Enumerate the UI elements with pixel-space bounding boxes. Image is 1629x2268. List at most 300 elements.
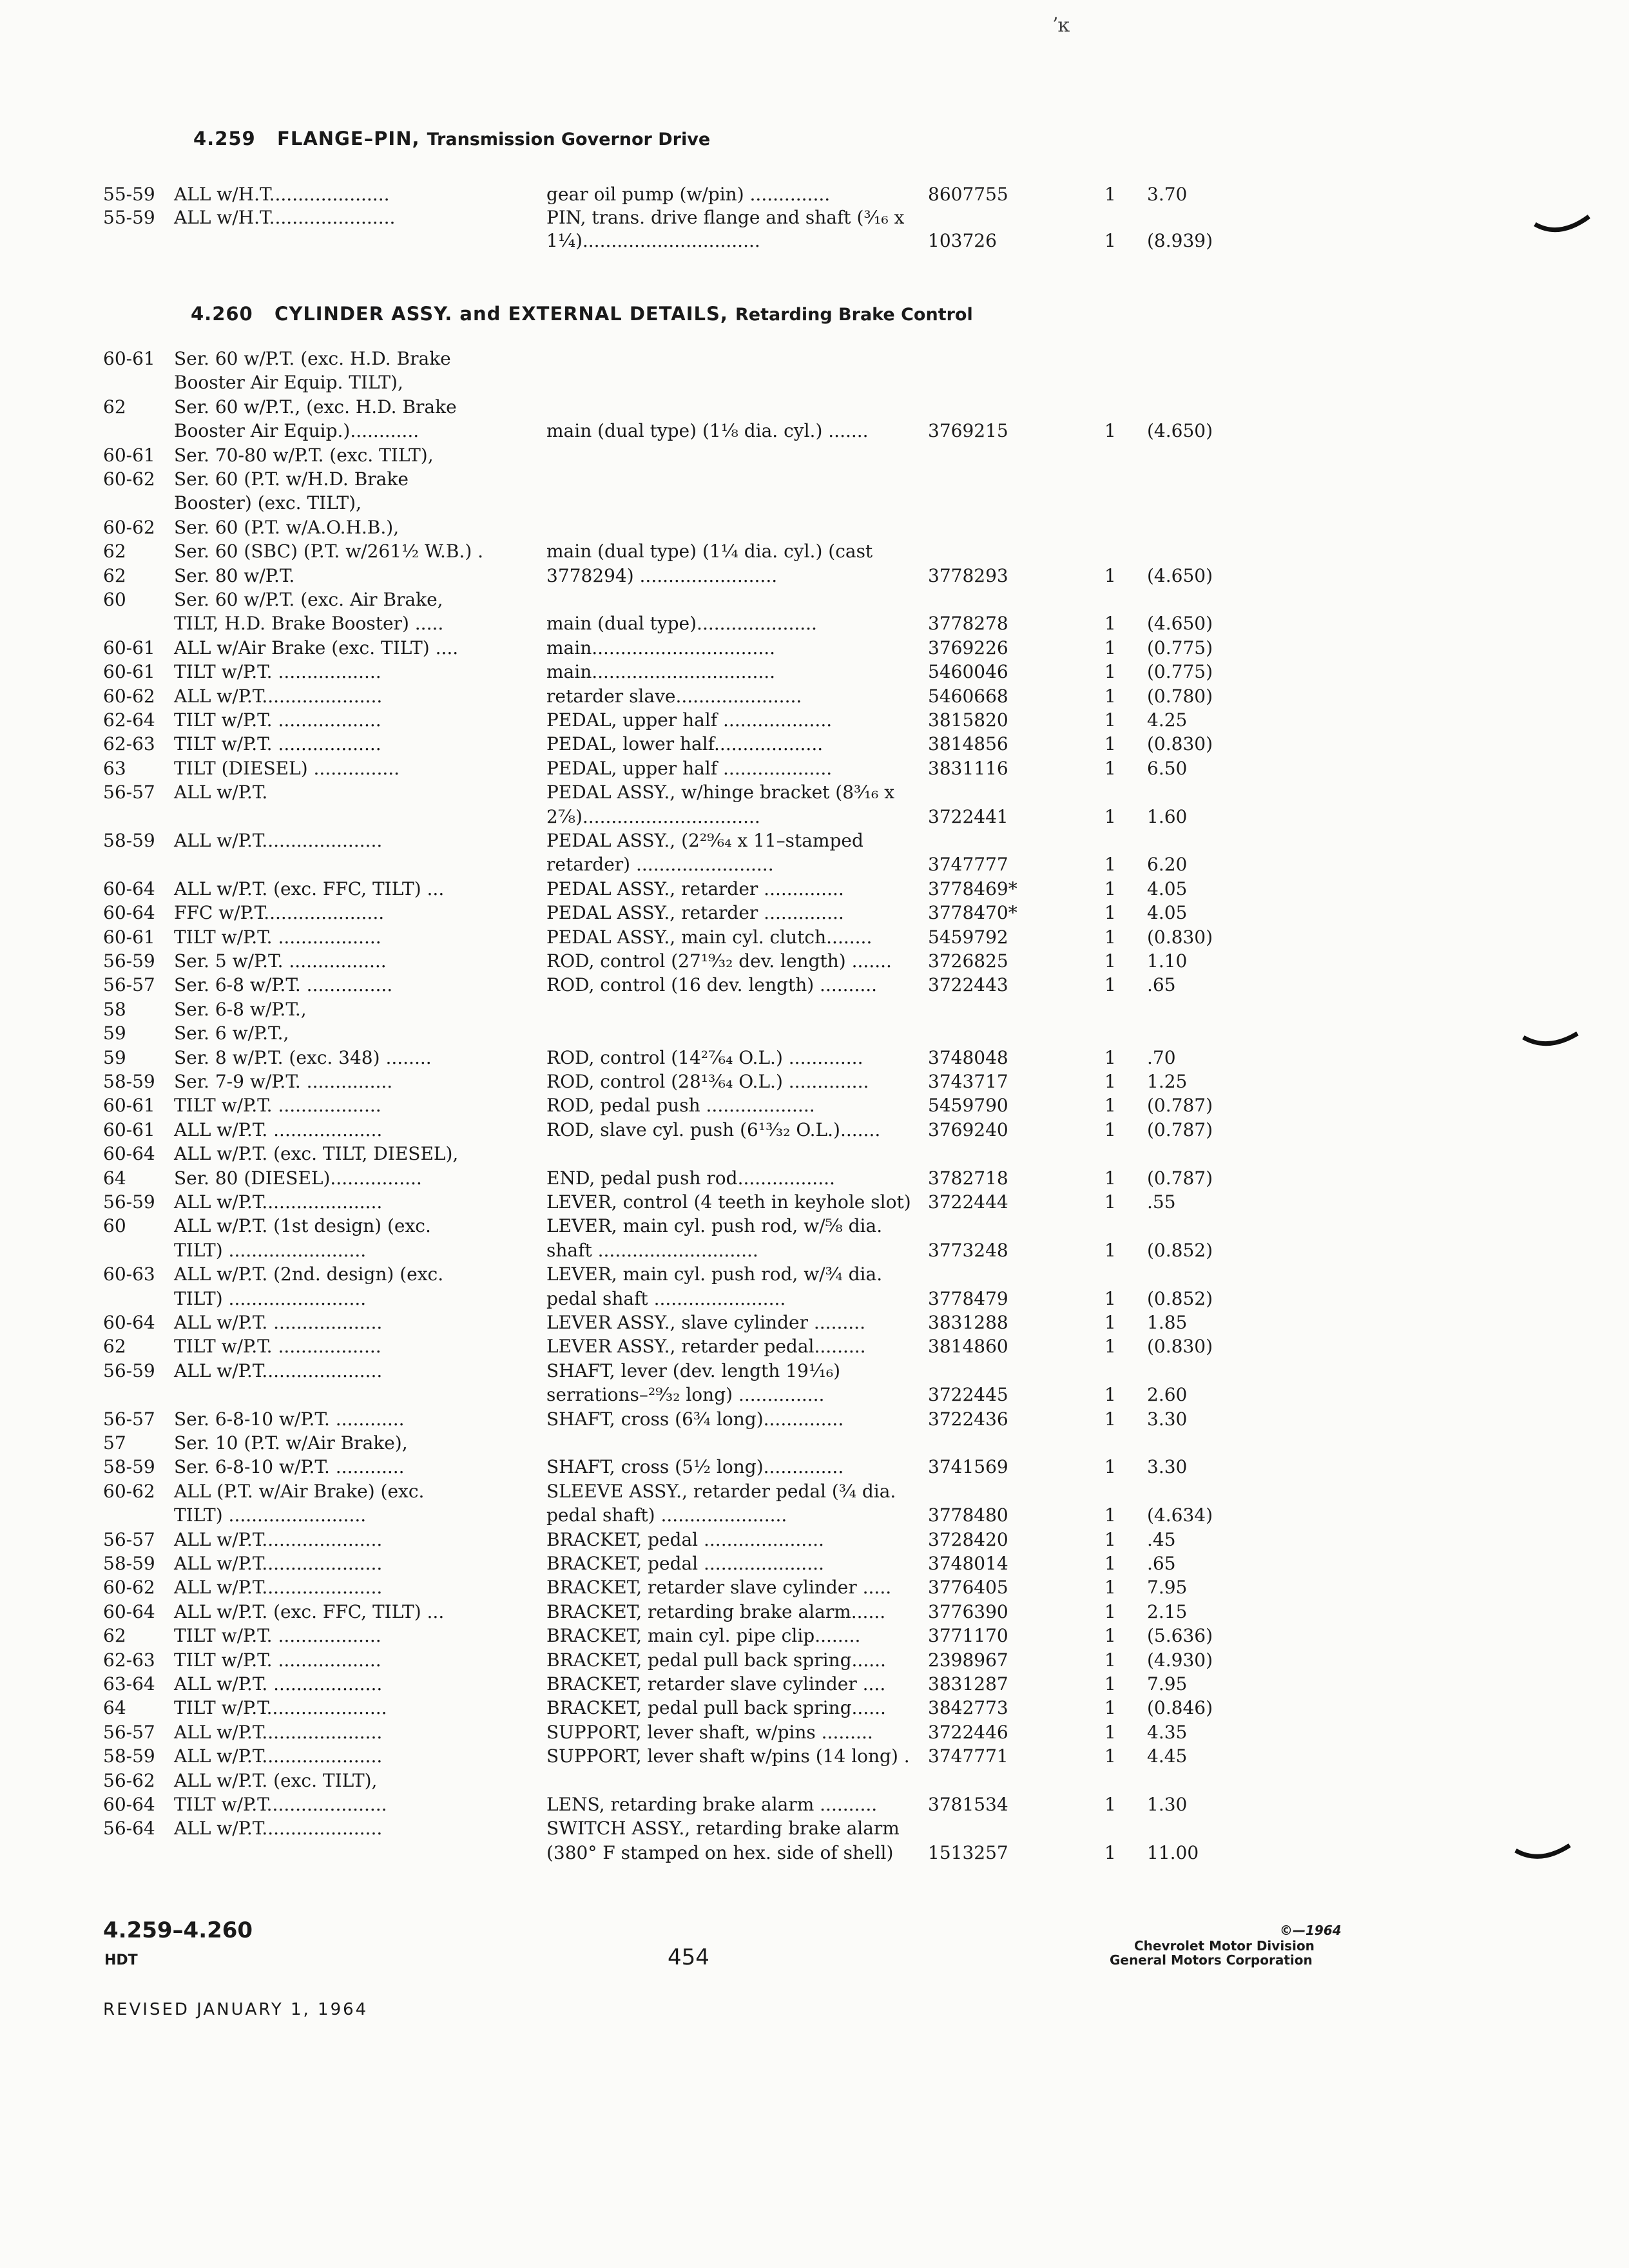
- part-number: 3782718: [928, 1167, 1008, 1189]
- quantity: 1: [1104, 1673, 1116, 1695]
- price: 4.05: [1147, 902, 1188, 924]
- model-applicability: ALL w/P.T. ...................: [174, 1673, 383, 1695]
- price: 4.05: [1147, 878, 1188, 899]
- quantity: 1: [1104, 1336, 1116, 1358]
- part-number: 3831116: [928, 757, 1008, 779]
- table-row: [0, 1360, 1629, 1383]
- part-description: ROD, control (28¹³⁄₆₄ O.L.) ..............: [546, 1071, 869, 1092]
- part-number: 5460668: [928, 685, 1008, 707]
- part-number: 3831287: [928, 1673, 1008, 1695]
- part-number: 3722443: [928, 974, 1008, 996]
- year-range: 60-61: [103, 444, 155, 466]
- year-range: 58-59: [103, 1456, 155, 1478]
- model-applicability: ALL w/P.T. ...................: [174, 1119, 383, 1140]
- table-row: [0, 1264, 1629, 1287]
- table-row: [0, 1047, 1629, 1070]
- table-row: [0, 1240, 1629, 1263]
- part-description: 2⁷⁄₈)...............................: [546, 805, 760, 827]
- year-range: 60-62: [103, 468, 155, 490]
- quantity: 1: [1104, 1721, 1116, 1743]
- table-row: [0, 974, 1629, 997]
- table-row: [0, 541, 1629, 564]
- part-description: ROD, slave cyl. push (6¹³⁄₃₂ O.L.).......: [546, 1119, 881, 1140]
- year-range: 60-64: [103, 1312, 155, 1333]
- model-applicability: TILT w/P.T. ..................: [174, 1095, 381, 1117]
- year-range: 60-63: [103, 1264, 155, 1285]
- footer-corporation: General Motors Corporation: [1110, 1952, 1313, 1968]
- part-description: SWITCH ASSY., retarding brake alarm: [546, 1818, 900, 1840]
- table-row: [0, 230, 1629, 253]
- quantity: 1: [1104, 1600, 1116, 1622]
- part-description: BRACKET, retarding brake alarm......: [546, 1600, 886, 1622]
- part-description: BRACKET, retarder slave cylinder ....: [546, 1673, 886, 1695]
- year-range: 60: [103, 589, 126, 610]
- price: 2.60: [1147, 1384, 1188, 1406]
- section-heading: CYLINDER ASSY. and EXTERNAL DETAILS,: [275, 303, 728, 325]
- model-applicability: Ser. 6 w/P.T.,: [174, 1023, 289, 1044]
- model-applicability: Ser. 6-8-10 w/P.T. ............: [174, 1456, 405, 1478]
- model-applicability: ALL w/P.T.....................: [174, 1191, 383, 1213]
- year-range: 58-59: [103, 1071, 155, 1092]
- year-range: 56-59: [103, 1191, 155, 1213]
- part-description: LEVER, main cyl. push rod, w/⁵⁄₈ dia.: [546, 1215, 883, 1237]
- year-range: 60-62: [103, 1480, 155, 1502]
- table-row: [0, 927, 1629, 950]
- model-applicability: ALL w/P.T.....................: [174, 1818, 383, 1840]
- year-range: 56-57: [103, 1721, 155, 1743]
- model-applicability: Ser. 10 (P.T. w/Air Brake),: [174, 1432, 408, 1454]
- table-row: [0, 830, 1629, 853]
- model-applicability: Ser. 80 w/P.T.: [174, 564, 295, 586]
- table-row: [0, 806, 1629, 829]
- model-applicability: TILT (DIESEL) ...............: [174, 757, 400, 779]
- model-applicability: TILT) ........................: [174, 1239, 367, 1261]
- part-description: LENS, retarding brake alarm ..........: [546, 1794, 878, 1815]
- model-applicability: ALL w/P.T. (exc. TILT),: [174, 1769, 378, 1791]
- part-number: 3728420: [928, 1528, 1008, 1550]
- part-number: 1513257: [928, 1841, 1008, 1863]
- part-description: shaft ............................: [546, 1239, 758, 1261]
- year-range: 56-57: [103, 974, 155, 996]
- price: 1.60: [1147, 805, 1188, 827]
- year-range: 62-63: [103, 733, 155, 755]
- quantity: 1: [1104, 1119, 1116, 1140]
- price: 4.45: [1147, 1745, 1188, 1767]
- part-number: 5459790: [928, 1095, 1008, 1117]
- model-applicability: Ser. 60 w/P.T. (exc. Air Brake,: [174, 589, 443, 610]
- year-range: 55-59: [103, 207, 155, 228]
- year-range: 56-57: [103, 782, 155, 803]
- part-number: 3781534: [928, 1794, 1008, 1815]
- price: (5.636): [1147, 1625, 1213, 1647]
- model-applicability: ALL w/P.T. (1st design) (exc.: [174, 1215, 431, 1237]
- part-number: 3722444: [928, 1191, 1008, 1213]
- quantity: 1: [1104, 1841, 1116, 1863]
- table-row: [0, 1553, 1629, 1576]
- quantity: 1: [1104, 757, 1116, 779]
- table-row: [0, 207, 1629, 230]
- year-range: 62: [103, 1336, 126, 1358]
- part-description: LEVER, main cyl. push rod, w/³⁄₄ dia.: [546, 1264, 883, 1285]
- quantity: 1: [1104, 1312, 1116, 1333]
- quantity: 1: [1104, 230, 1116, 251]
- part-description: main................................: [546, 637, 776, 658]
- quantity: 1: [1104, 926, 1116, 948]
- year-range: 62: [103, 541, 126, 562]
- year-range: 63-64: [103, 1673, 155, 1695]
- quantity: 1: [1104, 685, 1116, 707]
- part-description: ROD, control (27¹⁹⁄₃₂ dev. length) .......: [546, 950, 892, 972]
- table-row: [0, 854, 1629, 877]
- part-number: 3778278: [928, 613, 1008, 635]
- year-range: 56-57: [103, 1528, 155, 1550]
- part-number: 3769240: [928, 1119, 1008, 1140]
- table-row: [0, 1504, 1629, 1528]
- year-range: 57: [103, 1432, 126, 1454]
- year-range: 58-59: [103, 1745, 155, 1767]
- quantity: 1: [1104, 1287, 1116, 1309]
- part-description: gear oil pump (w/pin) ..............: [546, 184, 831, 205]
- table-row: [0, 468, 1629, 492]
- model-applicability: ALL w/P.T.....................: [174, 1577, 383, 1599]
- quantity: 1: [1104, 1504, 1116, 1526]
- price: (4.650): [1147, 564, 1213, 586]
- price: (0.852): [1147, 1287, 1213, 1309]
- price: (4.930): [1147, 1649, 1213, 1671]
- part-description: BRACKET, pedal .....................: [546, 1553, 824, 1574]
- price: 7.95: [1147, 1673, 1188, 1695]
- year-range: 56-59: [103, 1360, 155, 1381]
- table-row: [0, 1312, 1629, 1335]
- year-range: 60-64: [103, 902, 155, 924]
- part-number: 3778479: [928, 1287, 1008, 1309]
- year-range: 62: [103, 564, 126, 586]
- model-applicability: TILT) ........................: [174, 1287, 367, 1309]
- table-row: [0, 1191, 1629, 1215]
- price: 1.25: [1147, 1071, 1188, 1092]
- part-description: PEDAL ASSY., main cyl. clutch........: [546, 926, 872, 948]
- year-range: 58: [103, 998, 126, 1020]
- year-range: 56-64: [103, 1818, 155, 1840]
- part-description: BRACKET, pedal pull back spring......: [546, 1649, 886, 1671]
- model-applicability: ALL w/P.T.: [174, 782, 268, 803]
- quantity: 1: [1104, 613, 1116, 635]
- quantity: 1: [1104, 1167, 1116, 1189]
- part-number: 3776390: [928, 1600, 1008, 1622]
- year-range: 60-64: [103, 878, 155, 899]
- price: 11.00: [1147, 1841, 1199, 1863]
- page-number: 454: [668, 1945, 709, 1970]
- table-row: [0, 999, 1629, 1022]
- part-description: LEVER ASSY., slave cylinder .........: [546, 1312, 865, 1333]
- quantity: 1: [1104, 1384, 1116, 1406]
- table-row: [0, 1288, 1629, 1311]
- year-range: 60-62: [103, 516, 155, 538]
- model-applicability: TILT w/P.T. ..................: [174, 1625, 381, 1647]
- model-applicability: ALL w/P.T.....................: [174, 1360, 383, 1381]
- part-description: pedal shaft) ......................: [546, 1504, 787, 1526]
- model-applicability: Ser. 7-9 w/P.T. ...............: [174, 1071, 393, 1092]
- price: (4.650): [1147, 613, 1213, 635]
- price: (0.787): [1147, 1167, 1213, 1189]
- table-row: [0, 1119, 1629, 1142]
- table-row: [0, 1745, 1629, 1769]
- model-applicability: FFC w/P.T.....................: [174, 902, 385, 924]
- year-range: 60-62: [103, 1577, 155, 1599]
- table-row: [0, 1529, 1629, 1552]
- quantity: 1: [1104, 974, 1116, 996]
- model-applicability: ALL w/P.T.....................: [174, 830, 383, 851]
- price: (0.780): [1147, 685, 1213, 707]
- quantity: 1: [1104, 1625, 1116, 1647]
- year-range: 62: [103, 1625, 126, 1647]
- part-number: 3741569: [928, 1456, 1008, 1478]
- section-heading: FLANGE–PIN,: [277, 128, 420, 149]
- table-row: [0, 1071, 1629, 1094]
- part-number: 2398967: [928, 1649, 1008, 1671]
- part-description: PEDAL, upper half ...................: [546, 757, 833, 779]
- table-row: [0, 348, 1629, 371]
- part-description: BRACKET, main cyl. pipe clip........: [546, 1625, 861, 1647]
- model-applicability: ALL w/P.T.....................: [174, 1745, 383, 1767]
- model-applicability: ALL w/P.T. (exc. TILT, DIESEL),: [174, 1143, 459, 1165]
- year-range: 60-61: [103, 1095, 155, 1117]
- price: (4.634): [1147, 1504, 1213, 1526]
- footer-section-range: 4.259–4.260: [103, 1917, 253, 1943]
- part-number: 3778469*: [928, 878, 1017, 899]
- model-applicability: Ser. 6-8 w/P.T. ...............: [174, 974, 393, 996]
- table-row: [0, 1818, 1629, 1841]
- model-applicability: ALL w/P.T. (exc. FFC, TILT) ...: [174, 878, 445, 899]
- table-row: [0, 1408, 1629, 1432]
- table-row: [0, 1625, 1629, 1648]
- model-applicability: ALL w/P.T.....................: [174, 1528, 383, 1550]
- part-number: 3778470*: [928, 902, 1017, 924]
- model-applicability: Ser. 6-8-10 w/P.T. ............: [174, 1408, 405, 1430]
- table-row: [0, 661, 1629, 684]
- quantity: 1: [1104, 1553, 1116, 1574]
- quantity: 1: [1104, 184, 1116, 205]
- section-number: 4.260: [191, 303, 253, 325]
- part-description: main (dual type) (1¹⁄₈ dia. cyl.) .......: [546, 420, 869, 442]
- table-row: [0, 1842, 1629, 1865]
- model-applicability: ALL w/P.T. (exc. FFC, TILT) ...: [174, 1600, 445, 1622]
- year-range: 59: [103, 1046, 126, 1068]
- part-description: BRACKET, pedal pull back spring......: [546, 1697, 886, 1719]
- price: 6.50: [1147, 757, 1188, 779]
- year-range: 55-59: [103, 184, 155, 205]
- table-row: [0, 1143, 1629, 1166]
- price: .55: [1147, 1191, 1176, 1213]
- part-number: 3771170: [928, 1625, 1008, 1647]
- quantity: 1: [1104, 1697, 1116, 1719]
- table-row: [0, 709, 1629, 733]
- part-description: PEDAL, upper half ...................: [546, 709, 833, 731]
- model-applicability: TILT w/P.T. ..................: [174, 709, 381, 731]
- year-range: 62-63: [103, 1649, 155, 1671]
- price: (8.939): [1147, 230, 1213, 251]
- quantity: 1: [1104, 854, 1116, 876]
- table-row: [0, 613, 1629, 636]
- quantity: 1: [1104, 1456, 1116, 1478]
- model-applicability: TILT w/P.T. ..................: [174, 1336, 381, 1358]
- table-row: [0, 637, 1629, 660]
- table-row: [0, 517, 1629, 540]
- part-description: SHAFT, cross (6³⁄₄ long)..............: [546, 1408, 844, 1430]
- part-number: 3769215: [928, 420, 1008, 442]
- footer-revised: REVISED JANUARY 1, 1964: [103, 2000, 369, 2019]
- part-number: 3778480: [928, 1504, 1008, 1526]
- price: 1.10: [1147, 950, 1188, 972]
- section-title-4-259: [193, 128, 710, 149]
- part-description: BRACKET, retarder slave cylinder .....: [546, 1577, 892, 1599]
- year-range: 63: [103, 757, 126, 779]
- table-row: [0, 1577, 1629, 1600]
- footer-code: HDT: [104, 1952, 138, 1968]
- quantity: 1: [1104, 1191, 1116, 1213]
- model-applicability: TILT w/P.T.....................: [174, 1697, 387, 1719]
- model-applicability: Booster Air Equip. TILT),: [174, 372, 403, 394]
- model-applicability: TILT) ........................: [174, 1504, 367, 1526]
- table-row: [0, 1456, 1629, 1479]
- part-description: PIN, trans. drive flange and shaft (³⁄₁₆ x: [546, 207, 905, 228]
- price: 4.35: [1147, 1721, 1188, 1743]
- table-row: [0, 1673, 1629, 1696]
- part-description: LEVER ASSY., retarder pedal.........: [546, 1336, 866, 1358]
- quantity: 1: [1104, 661, 1116, 683]
- quantity: 1: [1104, 950, 1116, 972]
- part-number: 3722441: [928, 805, 1008, 827]
- corner-mark: ʼĸ: [1052, 14, 1070, 37]
- year-range: 60-61: [103, 1119, 155, 1140]
- model-applicability: TILT w/P.T. ..................: [174, 733, 381, 755]
- section-subheading: Retarding Brake Control: [735, 305, 973, 325]
- price: (0.775): [1147, 661, 1213, 683]
- price: 1.85: [1147, 1312, 1188, 1333]
- section-title-4-260: [191, 303, 973, 325]
- year-range: 62: [103, 396, 126, 418]
- quantity: 1: [1104, 637, 1116, 658]
- quantity: 1: [1104, 1745, 1116, 1767]
- quantity: 1: [1104, 1577, 1116, 1599]
- table-row: [0, 1770, 1629, 1793]
- model-applicability: TILT w/P.T. ..................: [174, 926, 381, 948]
- price: 6.20: [1147, 854, 1188, 876]
- model-applicability: ALL w/P.T. (2nd. design) (exc.: [174, 1264, 444, 1285]
- year-range: 58-59: [103, 830, 155, 851]
- year-range: 60: [103, 1215, 126, 1237]
- footer-division: Chevrolet Motor Division: [1134, 1938, 1315, 1954]
- model-applicability: Ser. 60 (P.T. w/A.O.H.B.),: [174, 516, 400, 538]
- part-description: PEDAL, lower half...................: [546, 733, 824, 755]
- price: (0.775): [1147, 637, 1213, 658]
- table-row: [0, 686, 1629, 709]
- part-description: SHAFT, cross (5¹⁄₂ long)..............: [546, 1456, 844, 1478]
- price: (0.787): [1147, 1119, 1213, 1140]
- model-applicability: Booster Air Equip.)............: [174, 420, 419, 442]
- model-applicability: Ser. 60 w/P.T. (exc. H.D. Brake: [174, 348, 451, 369]
- quantity: 1: [1104, 1528, 1116, 1550]
- model-applicability: Ser. 60 w/P.T., (exc. H.D. Brake: [174, 396, 457, 418]
- year-range: 56-59: [103, 950, 155, 972]
- section-subheading: Transmission Governor Drive: [427, 130, 711, 149]
- model-applicability: Ser. 70-80 w/P.T. (exc. TILT),: [174, 444, 434, 466]
- price: (0.830): [1147, 1336, 1213, 1358]
- price: 3.70: [1147, 184, 1188, 205]
- model-applicability: ALL w/H.T......................: [174, 207, 396, 228]
- section-number: 4.259: [193, 128, 256, 149]
- part-description: BRACKET, pedal .....................: [546, 1528, 824, 1550]
- quantity: 1: [1104, 1794, 1116, 1815]
- table-row: [0, 184, 1629, 207]
- part-number: 3831288: [928, 1312, 1008, 1333]
- part-number: 103726: [928, 230, 997, 251]
- table-row: [0, 1095, 1629, 1118]
- quantity: 1: [1104, 1071, 1116, 1092]
- quantity: 1: [1104, 1095, 1116, 1117]
- part-number: 3722445: [928, 1384, 1008, 1406]
- model-applicability: ALL (P.T. w/Air Brake) (exc.: [174, 1480, 425, 1502]
- part-number: 5459792: [928, 926, 1008, 948]
- part-description: PEDAL ASSY., (2²⁹⁄₆₄ x 11–stamped: [546, 830, 863, 851]
- price: 7.95: [1147, 1577, 1188, 1599]
- price: 3.30: [1147, 1456, 1188, 1478]
- table-row: [0, 396, 1629, 419]
- table-row: [0, 1481, 1629, 1504]
- year-range: 64: [103, 1697, 126, 1719]
- quantity: 1: [1104, 564, 1116, 586]
- model-applicability: Ser. 5 w/P.T. .................: [174, 950, 387, 972]
- quantity: 1: [1104, 1408, 1116, 1430]
- table-row: [0, 1649, 1629, 1673]
- table-row: [0, 950, 1629, 974]
- table-row: [0, 492, 1629, 515]
- part-number: 3814856: [928, 733, 1008, 755]
- part-number: 3726825: [928, 950, 1008, 972]
- model-applicability: TILT w/P.T.....................: [174, 1794, 387, 1815]
- price: .45: [1147, 1528, 1176, 1550]
- quantity: 1: [1104, 1649, 1116, 1671]
- model-applicability: Ser. 60 (P.T. w/H.D. Brake: [174, 468, 409, 490]
- table-row: [0, 589, 1629, 612]
- part-description: main (dual type).....................: [546, 613, 817, 635]
- part-description: PEDAL ASSY., retarder ..............: [546, 902, 844, 924]
- part-description: ROD, control (16 dev. length) ..........: [546, 974, 878, 996]
- part-number: 3748048: [928, 1046, 1008, 1068]
- model-applicability: ALL w/P.T.....................: [174, 685, 383, 707]
- part-description: LEVER, control (4 teeth in keyhole slot): [546, 1191, 911, 1213]
- part-description: PEDAL ASSY., retarder ..............: [546, 878, 844, 899]
- part-description: main................................: [546, 661, 776, 683]
- part-description: END, pedal push rod.................: [546, 1167, 835, 1189]
- part-number: 3815820: [928, 709, 1008, 731]
- price: (0.787): [1147, 1095, 1213, 1117]
- price: 1.30: [1147, 1794, 1188, 1815]
- quantity: 1: [1104, 902, 1116, 924]
- table-row: [0, 878, 1629, 901]
- part-number: 3776405: [928, 1577, 1008, 1599]
- footer-copyright: ©—1964: [1280, 1923, 1342, 1938]
- model-applicability: ALL w/H.T.....................: [174, 184, 390, 205]
- table-row: [0, 1023, 1629, 1046]
- price: .65: [1147, 1553, 1176, 1574]
- part-description: SHAFT, lever (dev. length 19¹⁄₁₆): [546, 1360, 841, 1381]
- part-number: 8607755: [928, 184, 1008, 205]
- year-range: 60-64: [103, 1794, 155, 1815]
- quantity: 1: [1104, 878, 1116, 899]
- punch-mark-bottom: [1514, 1841, 1572, 1867]
- table-row: [0, 1384, 1629, 1407]
